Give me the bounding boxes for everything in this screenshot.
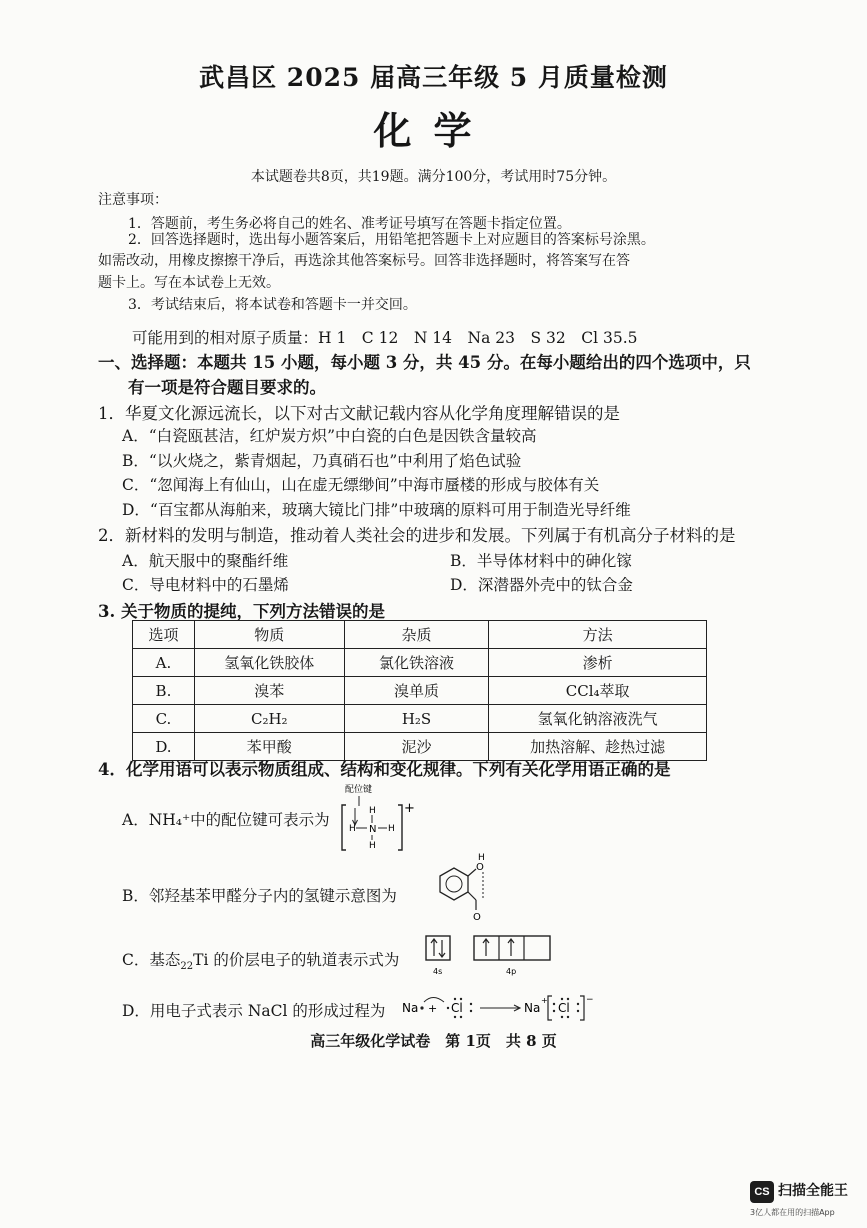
table-cell: H₂S bbox=[344, 705, 489, 733]
q4-option-d: D．用电子式表示 NaCl 的形成过程为 bbox=[122, 1002, 386, 1020]
camscanner-logo: CS bbox=[750, 1181, 774, 1203]
electron-dot bbox=[553, 1003, 555, 1005]
header-cell: 方法 bbox=[489, 621, 707, 649]
exam-info: 本试题卷共8页，共19题。满分100分，考试用时75分钟。 bbox=[250, 169, 617, 185]
right-bracket bbox=[398, 805, 402, 850]
section-heading: 一、选择题：本题共 15 小题，每小题 3 分，共 45 分。在每小题给出的四个选项中，只 bbox=[98, 353, 751, 372]
electron-dot bbox=[577, 1010, 579, 1012]
q2-option-c: C．导电材料中的石墨烯 bbox=[122, 576, 289, 594]
table-cell: 溴单质 bbox=[344, 677, 489, 705]
header-cell: 选项 bbox=[133, 621, 195, 649]
header-cell: 杂质 bbox=[344, 621, 489, 649]
atom-h: H bbox=[478, 853, 485, 863]
atomic-number: 22 bbox=[180, 961, 194, 973]
orbital-4s-box bbox=[426, 936, 450, 960]
q2-option-a: A．航天服中的聚酯纤维 bbox=[122, 552, 289, 570]
page-footer: 高三年级化学试卷 第 1页 共 8 页 bbox=[310, 1032, 557, 1050]
q4-option-a: A．NH₄⁺中的配位键可表示为 bbox=[122, 811, 330, 829]
q2-option-b: B．半导体材料中的砷化镓 bbox=[450, 552, 632, 570]
aromatic-circle bbox=[446, 876, 462, 892]
option-c-text: Ti 的价层电子的轨道表示式为 bbox=[193, 951, 400, 969]
orbital-label-4s: 4s bbox=[433, 967, 443, 976]
table-header-row bbox=[133, 621, 707, 649]
q1-option-a: A．“白瓷瓯甚洁，红炉炭方炽”中白瓷的白色是因铁含量较高 bbox=[122, 427, 537, 445]
electron-dot bbox=[577, 1003, 579, 1005]
notice-line: 题卡上。写在本试卷上无效。 bbox=[98, 275, 280, 291]
cl-symbol: Cl bbox=[451, 1001, 463, 1015]
electron-dot bbox=[567, 998, 569, 1000]
electron-dot bbox=[470, 1003, 472, 1005]
table-cell: C₂H₂ bbox=[194, 705, 344, 733]
table-cell: 氯化铁溶液 bbox=[344, 649, 489, 677]
atom-n: N bbox=[369, 824, 377, 835]
bond-to-carbon bbox=[468, 892, 476, 900]
cl-ion: Cl bbox=[558, 1001, 570, 1015]
table-cell: 加热溶解、趁热过滤 bbox=[489, 733, 707, 761]
q4-option-c bbox=[122, 948, 399, 972]
na-symbol: Na bbox=[402, 1001, 419, 1015]
na-charge: + bbox=[541, 996, 548, 1005]
atom-o: O bbox=[473, 912, 481, 923]
bond-to-oxygen bbox=[468, 869, 476, 876]
table-cell: C. bbox=[133, 705, 195, 733]
plus-sign: + bbox=[428, 1002, 438, 1015]
table-cell: CCl₄萃取 bbox=[489, 677, 707, 705]
coordinate-bond-label: 配位键 bbox=[345, 785, 373, 795]
option-c-prefix: C．基态 bbox=[122, 951, 181, 969]
table-row bbox=[133, 649, 707, 677]
electron-dot bbox=[561, 1016, 563, 1018]
notice-line: 1．答题前，考生务必将自己的姓名、准考证号填写在答题卡指定位置。 bbox=[128, 216, 571, 232]
q1-option-d: D．“百宝都从海舶来，玻璃大镜比门排”中玻璃的原料可用于制造光导纤维 bbox=[122, 501, 631, 519]
atomic-masses: 可能用到的相对原子质量：H 1 C 12 N 14 Na 23 S 32 Cl 35.5 bbox=[132, 329, 638, 347]
q4-option-b: B．邻羟基苯甲醛分子内的氢键示意图为 bbox=[122, 887, 397, 905]
electron-dot bbox=[561, 998, 563, 1000]
table-cell: 氢氧化钠溶液洗气 bbox=[489, 705, 707, 733]
table-cell: D. bbox=[133, 733, 195, 761]
atom-h: H bbox=[349, 824, 356, 834]
charge-plus: + bbox=[404, 801, 415, 816]
q3-table bbox=[132, 620, 707, 761]
right-bracket bbox=[580, 996, 584, 1020]
salicylaldehyde-hbond-structure bbox=[420, 852, 502, 924]
electron-dot bbox=[420, 1006, 423, 1009]
table-row bbox=[133, 677, 707, 705]
atom-h: H bbox=[369, 841, 376, 851]
electron-dot bbox=[470, 1010, 472, 1012]
exam-title: 武昌区 2025 届高三年级 5 月质量检测 bbox=[199, 63, 668, 92]
notice-line: 2．回答选择题时，选出每小题答案后，用铅笔把答题卡上对应题目的答案标号涂黑。 bbox=[128, 232, 655, 248]
q1-option-b: B．“以火烧之，紫青烟起，乃真硝石也”中利用了焰色试验 bbox=[122, 452, 522, 470]
camscanner-tagline: 3亿人都在用的扫描App bbox=[750, 1208, 835, 1217]
nh4-coordinate-bond-structure bbox=[338, 778, 418, 854]
electron-dot bbox=[567, 1016, 569, 1018]
electron-dot bbox=[447, 1007, 449, 1009]
atom-h: H bbox=[369, 806, 376, 816]
table-cell: 渗析 bbox=[489, 649, 707, 677]
section-heading-cont: 有一项是符合题目要求的。 bbox=[128, 378, 326, 397]
q3-stem: 3. 关于物质的提纯，下列方法错误的是 bbox=[98, 602, 385, 621]
electron-dot bbox=[460, 998, 462, 1000]
q1-stem: 1．华夏文化源远流长，以下对古文献记载内容从化学角度理解错误的是 bbox=[98, 404, 620, 423]
table-row bbox=[133, 705, 707, 733]
orbital-label-4p: 4p bbox=[506, 967, 517, 976]
atom-h: H bbox=[388, 824, 395, 834]
camscanner-name: 扫描全能王 bbox=[778, 1183, 848, 1199]
table-cell: 泥沙 bbox=[344, 733, 489, 761]
notice-line: 如需改动，用橡皮擦擦干净后，再选涂其他答案标号。回答非选择题时，将答案写在答 bbox=[98, 253, 630, 269]
left-bracket bbox=[342, 805, 346, 850]
header-cell: 物质 bbox=[194, 621, 344, 649]
electron-dot bbox=[460, 1016, 462, 1018]
benzene-ring bbox=[440, 868, 468, 900]
notice-heading: 注意事项： bbox=[98, 192, 168, 208]
nacl-electron-formula bbox=[400, 990, 605, 1026]
electron-dot bbox=[553, 1010, 555, 1012]
q4-stem: 4．化学用语可以表示物质组成、结构和变化规律。下列有关化学用语正确的是 bbox=[98, 760, 671, 779]
electron-dot bbox=[454, 998, 456, 1000]
q2-option-d: D．深潜器外壳中的钛合金 bbox=[450, 576, 633, 594]
atom-o: O bbox=[476, 862, 484, 873]
subject-title: 化学 bbox=[373, 108, 494, 153]
electron-dot bbox=[454, 1016, 456, 1018]
q1-option-c: C．“忽闻海上有仙山，山在虚无缥缈间”中海市蜃楼的形成与胶体有关 bbox=[122, 476, 600, 494]
cl-charge: − bbox=[586, 995, 594, 1005]
na-ion: Na bbox=[524, 1001, 541, 1015]
table-cell: 溴苯 bbox=[194, 677, 344, 705]
left-bracket bbox=[548, 996, 552, 1020]
table-cell: 苯甲酸 bbox=[194, 733, 344, 761]
ti-orbital-diagram bbox=[424, 934, 556, 978]
table-cell: B. bbox=[133, 677, 195, 705]
q2-stem: 2．新材料的发明与制造，推动着人类社会的进步和发展。下列属于有机高分子材料的是 bbox=[98, 526, 736, 545]
table-cell: 氢氧化铁胶体 bbox=[194, 649, 344, 677]
table-cell: A. bbox=[133, 649, 195, 677]
notice-line: 3．考试结束后，将本试卷和答题卡一并交回。 bbox=[128, 297, 417, 313]
